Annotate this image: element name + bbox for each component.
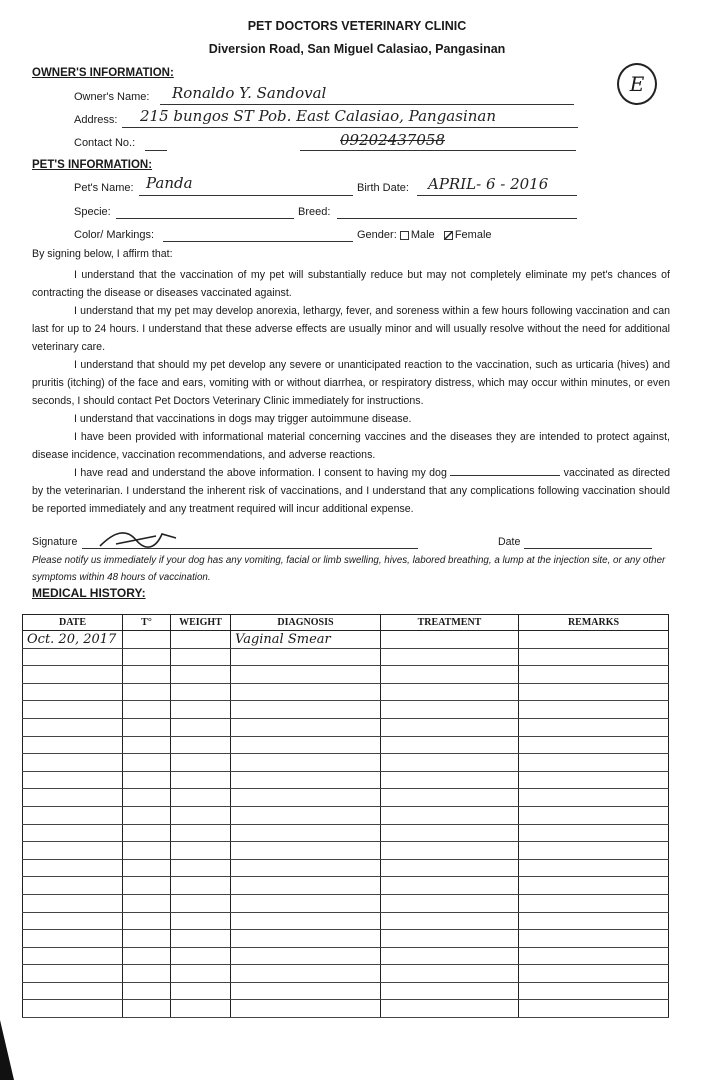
cell-temperature[interactable] — [123, 666, 171, 684]
cell-remarks[interactable] — [519, 894, 669, 912]
cell-remarks[interactable] — [519, 1000, 669, 1018]
table-row — [23, 631, 669, 649]
cell-treatment[interactable] — [381, 842, 519, 860]
cell-diagnosis[interactable] — [231, 859, 381, 877]
cell-remarks[interactable] — [519, 754, 669, 772]
cell-diagnosis[interactable] — [231, 912, 381, 930]
cell-remarks[interactable] — [519, 965, 669, 983]
cell-diagnosis[interactable] — [231, 648, 381, 666]
cell-remarks[interactable] — [519, 631, 669, 649]
owner-address-label: Address: — [74, 114, 118, 126]
table-row — [23, 877, 669, 895]
table-row — [23, 648, 669, 666]
owner-contact-line-a — [145, 150, 167, 151]
cell-remarks[interactable] — [519, 666, 669, 684]
pet-gender-label: Gender: — [357, 229, 397, 241]
cell-diagnosis[interactable] — [231, 1000, 381, 1018]
pet-section-title: PET'S INFORMATION: — [32, 159, 153, 171]
pet-name-label: Pet's Name: — [74, 182, 134, 194]
cell-treatment[interactable] — [381, 789, 519, 807]
cell-treatment[interactable] — [381, 631, 519, 649]
cell-weight[interactable] — [171, 894, 231, 912]
consent-body — [32, 266, 670, 518]
cell-diagnosis[interactable] — [231, 754, 381, 772]
cell-treatment[interactable] — [381, 930, 519, 948]
consent-intro: By signing below, I affirm that: — [32, 248, 173, 260]
cell-diagnosis[interactable] — [231, 894, 381, 912]
cell-weight[interactable] — [171, 965, 231, 983]
pet-breed-label: Breed: — [298, 206, 331, 218]
gender-male-label: Male — [410, 229, 435, 241]
cell-diagnosis[interactable] — [231, 930, 381, 948]
pet-color-line — [163, 241, 353, 242]
cell-weight[interactable] — [171, 859, 231, 877]
table-row — [23, 894, 669, 912]
cell-date[interactable] — [23, 666, 123, 684]
cell-remarks[interactable] — [519, 789, 669, 807]
cell-date[interactable] — [23, 789, 123, 807]
cell-treatment[interactable] — [381, 824, 519, 842]
medical-history-title: MEDICAL HISTORY: — [32, 586, 146, 600]
cell-temperature[interactable] — [123, 789, 171, 807]
cell-temperature[interactable] — [123, 683, 171, 701]
cell-weight[interactable] — [171, 824, 231, 842]
cell-date[interactable] — [23, 965, 123, 983]
date-label: Date — [498, 536, 521, 548]
cell-weight[interactable] — [171, 806, 231, 824]
cell-treatment[interactable] — [381, 894, 519, 912]
table-row — [23, 806, 669, 824]
pet-name-value[interactable]: Panda — [146, 174, 193, 192]
cell-weight[interactable] — [171, 771, 231, 789]
date-line[interactable] — [524, 548, 652, 549]
cell-date[interactable] — [23, 683, 123, 701]
cell-date[interactable] — [23, 824, 123, 842]
cell-treatment[interactable] — [381, 965, 519, 983]
owner-address-line — [122, 127, 578, 128]
dog-name-blank[interactable] — [450, 466, 560, 476]
cell-weight[interactable] — [171, 701, 231, 719]
column-diagnosis: DIAGNOSIS — [231, 615, 381, 631]
annotation-circle-mark: E — [617, 63, 657, 105]
cell-temperature[interactable] — [123, 859, 171, 877]
owner-name-label: Owner's Name: — [74, 91, 150, 103]
cell-diagnosis[interactable] — [231, 824, 381, 842]
owner-contact-line-b — [300, 150, 576, 151]
cell-weight[interactable] — [171, 912, 231, 930]
cell-date[interactable] — [23, 912, 123, 930]
cell-weight[interactable] — [171, 648, 231, 666]
table-row — [23, 754, 669, 772]
pet-breed-line — [337, 218, 577, 219]
notice-text: Please notify us immediately if your dog has any vomiting, facial or limb swelling, hives, labored breathing, a lump at the injection site, or any other symptoms within 48 hours of vaccination. — [32, 555, 666, 583]
column-remarks: REMARKS — [519, 615, 669, 631]
table-row — [23, 859, 669, 877]
cell-remarks[interactable] — [519, 806, 669, 824]
column-weight: WEIGHT — [171, 615, 231, 631]
cell-weight[interactable] — [171, 736, 231, 754]
cell-date[interactable] — [23, 754, 123, 772]
cell-remarks[interactable] — [519, 736, 669, 754]
table-row — [23, 947, 669, 965]
cell-temperature[interactable] — [123, 947, 171, 965]
cell-date[interactable] — [23, 701, 123, 719]
cell-temperature[interactable] — [123, 912, 171, 930]
cell-temperature[interactable] — [123, 754, 171, 772]
table-row — [23, 701, 669, 719]
cell-temperature[interactable] — [123, 894, 171, 912]
cell-date[interactable] — [23, 859, 123, 877]
table-row — [23, 771, 669, 789]
table-row — [23, 736, 669, 754]
cell-treatment[interactable] — [381, 736, 519, 754]
table-row — [23, 1000, 669, 1018]
cell-remarks[interactable] — [519, 648, 669, 666]
cell-diagnosis[interactable] — [231, 683, 381, 701]
cell-weight[interactable] — [171, 666, 231, 684]
cell-treatment[interactable] — [381, 877, 519, 895]
cell-treatment[interactable] — [381, 806, 519, 824]
cell-diagnosis[interactable] — [231, 789, 381, 807]
cell-remarks[interactable] — [519, 824, 669, 842]
owner-contact-value[interactable]: 09202437058 — [340, 131, 445, 149]
table-row — [23, 930, 669, 948]
cell-weight[interactable] — [171, 842, 231, 860]
column-treatment: TREATMENT — [381, 615, 519, 631]
consent-paragraph-5: I have been provided with informational material concerning vaccines and the diseases they are intended to protect against, disease incidence, vaccination recommendations, and adverse reactions. — [32, 431, 670, 461]
cell-date[interactable]: Oct. 20, 2017 — [23, 631, 123, 649]
cell-weight[interactable] — [171, 982, 231, 1000]
cell-treatment[interactable] — [381, 648, 519, 666]
cell-date[interactable] — [23, 930, 123, 948]
cell-diagnosis[interactable] — [231, 947, 381, 965]
cell-diagnosis[interactable] — [231, 771, 381, 789]
cell-weight[interactable] — [171, 1000, 231, 1018]
cell-remarks[interactable] — [519, 877, 669, 895]
column-temperature: T° — [123, 615, 171, 631]
cell-temperature[interactable] — [123, 1000, 171, 1018]
cell-weight[interactable] — [171, 877, 231, 895]
cell-diagnosis[interactable] — [231, 806, 381, 824]
cell-diagnosis[interactable] — [231, 965, 381, 983]
table-row — [23, 718, 669, 736]
pet-specie-line — [116, 218, 294, 219]
cell-diagnosis[interactable] — [231, 736, 381, 754]
consent-paragraph-6a: I have read and understand the above information. I consent to having my dog — [74, 467, 447, 479]
pet-name-line — [139, 195, 353, 196]
cell-diagnosis[interactable] — [231, 877, 381, 895]
consent-paragraph-6 — [32, 464, 670, 518]
cell-diagnosis[interactable]: Vaginal Smear — [231, 631, 381, 649]
owner-name-value[interactable]: Ronaldo Y. Sandoval — [172, 84, 327, 102]
cell-treatment[interactable] — [381, 859, 519, 877]
table-row — [23, 824, 669, 842]
cell-temperature[interactable] — [123, 982, 171, 1000]
cell-temperature[interactable] — [123, 930, 171, 948]
cell-diagnosis[interactable] — [231, 718, 381, 736]
cell-remarks[interactable] — [519, 912, 669, 930]
cell-temperature[interactable] — [123, 842, 171, 860]
cell-date[interactable] — [23, 718, 123, 736]
cell-remarks[interactable] — [519, 982, 669, 1000]
cell-diagnosis[interactable] — [231, 701, 381, 719]
cell-treatment[interactable] — [381, 701, 519, 719]
table-row — [23, 912, 669, 930]
cell-treatment[interactable] — [381, 771, 519, 789]
owner-contact-label: Contact No.: — [74, 137, 136, 149]
cell-temperature[interactable] — [123, 631, 171, 649]
cell-temperature[interactable] — [123, 824, 171, 842]
signature-label: Signature — [32, 536, 78, 548]
cell-weight[interactable] — [171, 754, 231, 772]
cell-treatment[interactable] — [381, 666, 519, 684]
table-row — [23, 965, 669, 983]
cell-temperature[interactable] — [123, 648, 171, 666]
cell-diagnosis[interactable] — [231, 666, 381, 684]
cell-temperature[interactable] — [123, 806, 171, 824]
table-row — [23, 666, 669, 684]
cell-remarks[interactable] — [519, 718, 669, 736]
cell-remarks[interactable] — [519, 947, 669, 965]
scan-margin-mark — [0, 1020, 14, 1080]
cell-weight[interactable] — [171, 947, 231, 965]
cell-date[interactable] — [23, 736, 123, 754]
table-header-row — [23, 615, 669, 631]
cell-weight[interactable] — [171, 683, 231, 701]
pet-color-label: Color/ Markings: — [74, 229, 155, 241]
cell-treatment[interactable] — [381, 754, 519, 772]
cell-weight[interactable] — [171, 718, 231, 736]
cell-date[interactable] — [23, 1000, 123, 1018]
cell-date[interactable] — [23, 806, 123, 824]
cell-temperature[interactable] — [123, 736, 171, 754]
cell-date[interactable] — [23, 842, 123, 860]
pet-birth-line — [417, 195, 577, 196]
cell-temperature[interactable] — [123, 771, 171, 789]
owner-name-line — [160, 104, 574, 105]
cell-date[interactable] — [23, 894, 123, 912]
pet-birth-value[interactable]: APRIL- 6 - 2016 — [428, 175, 549, 193]
cell-remarks[interactable] — [519, 859, 669, 877]
cell-remarks[interactable] — [519, 930, 669, 948]
clinic-address: Diversion Road, San Miguel Calasiao, Pangasinan — [208, 42, 506, 56]
owner-section-title: OWNER'S INFORMATION: — [32, 67, 174, 79]
pet-gender-group — [357, 229, 492, 241]
consent-paragraph-1: I understand that the vaccination of my pet will substantially reduce but may not completely eliminate my pet's chances of contracting the disease or diseases vaccinated against. — [32, 269, 670, 299]
cell-date[interactable] — [23, 648, 123, 666]
cell-diagnosis[interactable] — [231, 982, 381, 1000]
medical-history-table — [22, 614, 669, 1018]
gender-female-checkbox[interactable] — [444, 231, 453, 240]
cell-temperature[interactable] — [123, 965, 171, 983]
cell-temperature[interactable] — [123, 877, 171, 895]
cell-weight[interactable] — [171, 789, 231, 807]
table-row — [23, 842, 669, 860]
cell-remarks[interactable] — [519, 683, 669, 701]
cell-treatment[interactable] — [381, 683, 519, 701]
pet-birth-label: Birth Date: — [357, 182, 409, 194]
cell-treatment[interactable] — [381, 947, 519, 965]
consent-paragraph-3: I understand that should my pet develop any severe or unanticipated reaction to the vaccination, such as urticaria (hives) and pruritis (itching) of the face and ears, vomiting with or without diarrhea, or respiratory distress, which may occur within minutes, or even seconds, I should contact Pet Doctors Veterinary Clinic immediately for instructions. — [32, 359, 670, 407]
consent-paragraph-2: I understand that my pet may develop anorexia, lethargy, fever, and soreness within a few hours following vaccination and can last for up to 24 hours. I understand that these adverse effects are usually minor and will usually resolve without the need for additional veterinary care. — [32, 305, 670, 353]
pet-specie-label: Specie: — [74, 206, 111, 218]
owner-address-value[interactable]: 215 bungos ST Pob. East Calasiao, Pangasinan — [140, 107, 497, 125]
consent-paragraph-4: I understand that vaccinations in dogs may trigger autoimmune disease. — [74, 413, 412, 425]
cell-date[interactable] — [23, 947, 123, 965]
gender-male-checkbox[interactable] — [400, 231, 409, 240]
cell-remarks[interactable] — [519, 701, 669, 719]
cell-diagnosis[interactable] — [231, 842, 381, 860]
clinic-name: PET DOCTORS VETERINARY CLINIC — [247, 19, 467, 33]
signature-scribble — [96, 526, 186, 552]
cell-remarks[interactable] — [519, 771, 669, 789]
cell-weight[interactable] — [171, 930, 231, 948]
consent-paragraph-6b: vaccinated as directed by the veterinarian. I understand the inherent risk of vaccinations, and I understand that any complications following vaccination should be reported immediately and any treatment required will incur additional expense. — [32, 467, 670, 515]
cell-remarks[interactable] — [519, 842, 669, 860]
cell-date[interactable] — [23, 877, 123, 895]
table-row — [23, 789, 669, 807]
cell-treatment[interactable] — [381, 912, 519, 930]
cell-treatment[interactable] — [381, 718, 519, 736]
gender-female-label: Female — [454, 229, 492, 241]
table-row — [23, 982, 669, 1000]
cell-date[interactable] — [23, 982, 123, 1000]
cell-weight[interactable] — [171, 631, 231, 649]
cell-temperature[interactable] — [123, 701, 171, 719]
cell-treatment[interactable] — [381, 982, 519, 1000]
cell-temperature[interactable] — [123, 718, 171, 736]
cell-date[interactable] — [23, 771, 123, 789]
table-row — [23, 683, 669, 701]
column-date: DATE — [23, 615, 123, 631]
cell-treatment[interactable] — [381, 1000, 519, 1018]
